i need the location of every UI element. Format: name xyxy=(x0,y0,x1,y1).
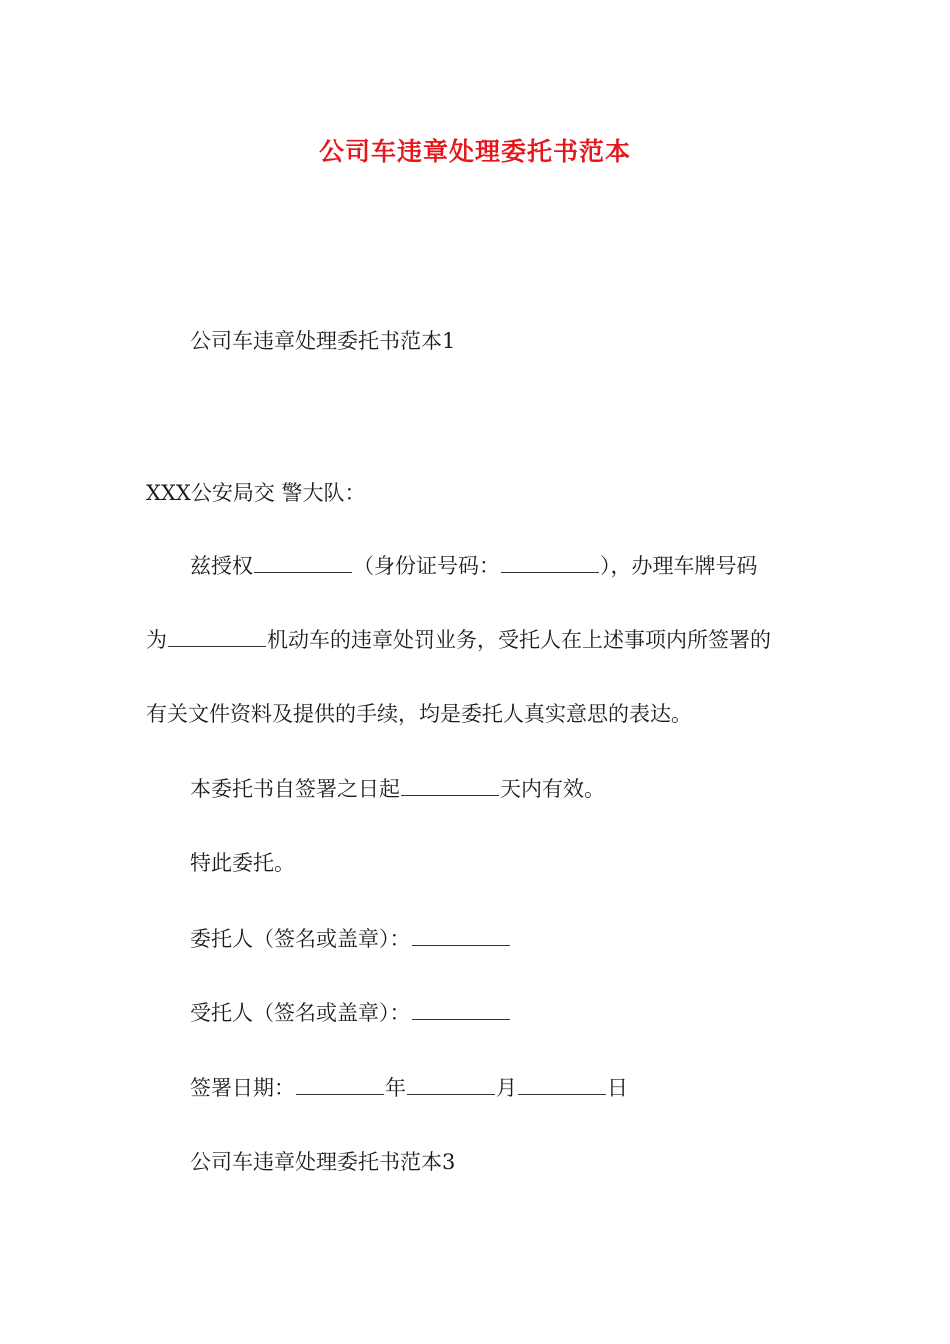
text-segment: 机动车的违章处罚业务，受托人在上述事项内所签署的 xyxy=(267,628,771,652)
text-segment: 为 xyxy=(146,628,167,652)
month-text: 月 xyxy=(496,1076,517,1100)
text-segment: 天内有效。 xyxy=(500,777,605,801)
addressee: XXX公安局交 警大队： xyxy=(146,481,366,505)
section-heading-3: 公司车违章处理委托书范本3 xyxy=(190,1150,456,1174)
day-blank xyxy=(518,1072,606,1095)
agent-signature-blank xyxy=(412,997,510,1020)
principal-label: 委托人（签名或盖章）： xyxy=(190,927,411,951)
text-segment: 本委托书自签署之日起 xyxy=(190,777,400,801)
principal-signature-line xyxy=(190,923,511,954)
plate-number-blank xyxy=(168,624,266,647)
year-text: 年 xyxy=(385,1076,406,1100)
principal-signature-blank xyxy=(412,923,510,946)
document-title: 公司车违章处理委托书范本 xyxy=(318,137,631,166)
section-heading-1: 公司车违章处理委托书范本1 xyxy=(190,329,456,353)
text-segment: （身份证号码： xyxy=(353,554,500,578)
signing-date-line xyxy=(190,1072,628,1103)
validity-line xyxy=(190,773,605,804)
day-text: 日 xyxy=(607,1076,628,1100)
date-label: 签署日期： xyxy=(190,1076,295,1100)
month-blank xyxy=(407,1072,495,1095)
authorization-paragraph-line-3: 有关文件资料及提供的手续，均是委托人真实意思的表达。 xyxy=(146,702,692,726)
id-number-blank xyxy=(501,550,599,573)
authorization-paragraph-line-1 xyxy=(190,550,758,581)
agent-signature-line xyxy=(190,997,511,1028)
agent-name-blank xyxy=(254,550,352,573)
validity-days-blank xyxy=(401,773,499,796)
text-segment: 兹授权 xyxy=(190,554,253,578)
closing-line: 特此委托。 xyxy=(190,851,295,875)
authorization-paragraph-line-2 xyxy=(146,624,771,655)
text-segment: ），办理车牌号码 xyxy=(600,554,758,578)
agent-label: 受托人（签名或盖章）： xyxy=(190,1001,411,1025)
year-blank xyxy=(296,1072,384,1095)
